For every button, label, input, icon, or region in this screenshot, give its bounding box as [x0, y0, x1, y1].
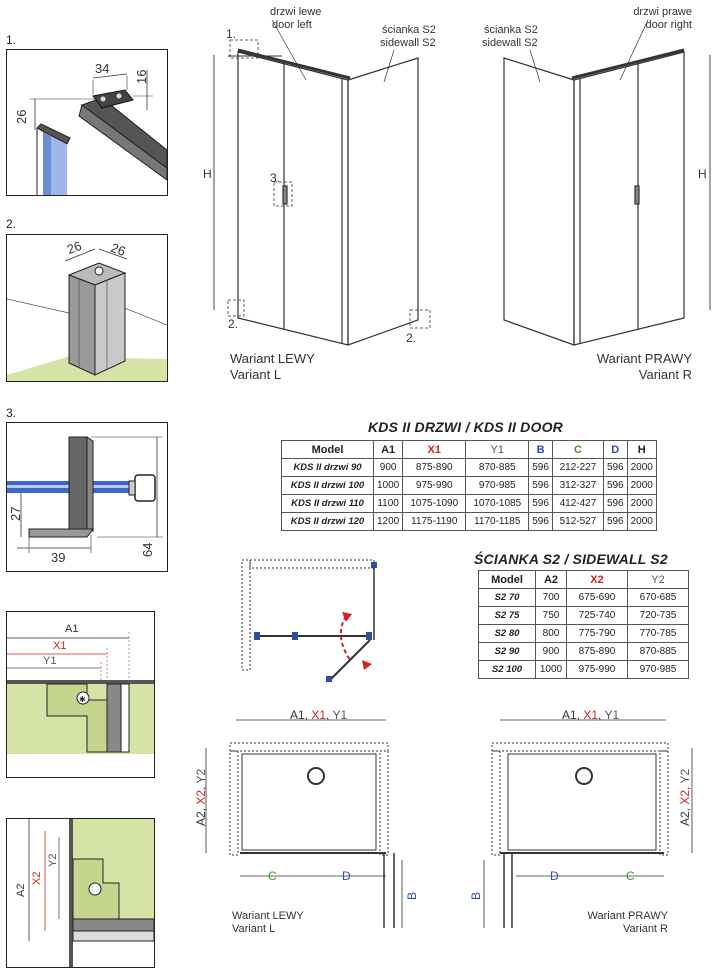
- plan-left-x1: X1: [311, 708, 327, 722]
- plan-detail-2-a2: A2: [15, 883, 27, 897]
- table2-header-row: [479, 571, 689, 589]
- plan-detail-2-panel: [6, 818, 155, 968]
- detail-2-dim-a: 26: [64, 237, 84, 258]
- plan-right-sep2: ,: [598, 708, 605, 722]
- detail-3-dim-64: 64: [140, 542, 155, 557]
- left-sidewall-label-en: sidewall S2: [380, 37, 436, 49]
- table-cell: 1170-1185: [466, 513, 529, 531]
- table-cell: 2000: [627, 513, 656, 531]
- plan-left-sep2: ,: [326, 708, 333, 722]
- plan-left-caption-pl: Wariant LEWY: [232, 910, 304, 922]
- detail-3-dim-39: 39: [51, 550, 66, 565]
- table-cell: 975-990: [403, 477, 466, 495]
- table-cell: 1175-1190: [403, 513, 466, 531]
- table2-title: ŚCIANKA S2 / SIDEWALL S2: [474, 551, 668, 567]
- table-row: [282, 459, 657, 477]
- table-cell: 596: [529, 459, 553, 477]
- plan-right-x2: X2: [678, 789, 692, 805]
- plan-left-caption-en: Variant L: [232, 923, 276, 935]
- table-cell: S2 75: [479, 607, 536, 625]
- plan-left-y2: Y2: [194, 768, 208, 784]
- table2-header: A2: [536, 571, 567, 589]
- plan-left-sep3: ,: [194, 804, 208, 812]
- table1-header: D: [603, 441, 627, 459]
- plan-left-b: B: [405, 891, 419, 900]
- table-row: [479, 607, 689, 625]
- detail-3-dim-27: 27: [8, 506, 23, 521]
- right-door-label-en: door right: [645, 19, 692, 31]
- table1-header: A1: [374, 441, 403, 459]
- plan-right-d: D: [550, 869, 559, 883]
- plan-right-top-dims: [562, 709, 619, 722]
- table-cell: KDS II drzwi 100: [282, 477, 374, 495]
- table-cell: 750: [536, 607, 567, 625]
- plan-left-c: C: [268, 869, 277, 883]
- plan-left-a2: A2: [194, 811, 208, 826]
- table1-header: X1: [403, 441, 466, 459]
- table-cell: 775-790: [567, 625, 628, 643]
- table-cell: 875-890: [403, 459, 466, 477]
- detail-3-panel: [6, 422, 168, 572]
- table2-header: Model: [479, 571, 536, 589]
- table-cell: 900: [374, 459, 403, 477]
- plan-left: [206, 720, 402, 928]
- table-cell: 870-885: [628, 643, 689, 661]
- left-sidewall-label-pl: ścianka S2: [382, 24, 436, 36]
- table-cell: 596: [603, 459, 627, 477]
- table-row: [479, 643, 689, 661]
- svg-text:✱: ✱: [79, 695, 86, 704]
- plan-detail-2-x2: X2: [31, 871, 43, 885]
- left-view-caption-pl: Wariant LEWY: [230, 351, 315, 366]
- table-cell: 1200: [374, 513, 403, 531]
- detail-1-dim-width: 34: [95, 61, 110, 76]
- left-view-caption-en: Variant L: [230, 367, 282, 382]
- table-cell: 700: [536, 589, 567, 607]
- table-cell: 596: [603, 513, 627, 531]
- plan-left-sep4: ,: [194, 783, 208, 790]
- plan-right-x1: X1: [583, 708, 599, 722]
- table-cell: KDS II drzwi 90: [282, 459, 374, 477]
- table1-header: C: [552, 441, 603, 459]
- plan-right-caption-en: Variant R: [622, 923, 668, 935]
- plan-left-a1: A1: [290, 708, 305, 722]
- detail-2-dim-b: 26: [108, 239, 128, 260]
- table-cell: 675-690: [567, 589, 628, 607]
- plan-right-caption-pl: Wariant PRAWY: [587, 910, 668, 922]
- left-door-label-pl: drzwi lewe: [270, 6, 322, 18]
- detail-2-panel: [6, 234, 168, 382]
- detail-2-drawing: [7, 235, 167, 381]
- left-callout-1: 1.: [226, 27, 237, 41]
- table-cell: KDS II drzwi 120: [282, 513, 374, 531]
- plan-right-c: C: [626, 869, 635, 883]
- table-cell: 512-527: [552, 513, 603, 531]
- table-cell: 212-227: [552, 459, 603, 477]
- table2-header: X2: [567, 571, 628, 589]
- right-sidewall-label-pl: ścianka S2: [484, 24, 538, 36]
- sidewall-spec-table: [478, 570, 689, 679]
- detail-1-dim-height: 16: [134, 69, 149, 84]
- table1-header-row: [282, 441, 657, 459]
- plan-detail-2-y2: Y2: [47, 853, 59, 867]
- table1-title: KDS II DRZWI / KDS II DOOR: [368, 419, 563, 435]
- table-row: [479, 661, 689, 679]
- table-cell: 670-685: [628, 589, 689, 607]
- table-cell: 596: [603, 495, 627, 513]
- detail-3-number: 3.: [6, 406, 17, 420]
- plan-left-x2: X2: [194, 789, 208, 805]
- table-cell: 596: [529, 513, 553, 531]
- table-cell: S2 90: [479, 643, 536, 661]
- table-cell: 2000: [627, 459, 656, 477]
- plan-left-sep1: ,: [304, 708, 312, 722]
- plan-left-y1: Y1: [332, 708, 348, 722]
- right-view-caption-pl: Wariant PRAWY: [596, 351, 692, 366]
- plan-right-sep4: ,: [678, 783, 692, 790]
- plan-left-d: D: [342, 869, 351, 883]
- table-cell: 870-885: [466, 459, 529, 477]
- table2-header: Y2: [628, 571, 689, 589]
- table-cell: 312-327: [552, 477, 603, 495]
- table-cell: 970-985: [628, 661, 689, 679]
- table-cell: 970-985: [466, 477, 529, 495]
- plan-detail-1-panel: [6, 611, 155, 778]
- plan-right-sep3: ,: [678, 804, 692, 812]
- plan-right-side-dims: [679, 769, 692, 826]
- table-cell: S2 80: [479, 625, 536, 643]
- table-cell: 770-785: [628, 625, 689, 643]
- left-callout-3: 3.: [270, 171, 281, 185]
- table-cell: 412-427: [552, 495, 603, 513]
- elevation-left: [214, 20, 430, 345]
- plan-right-b: B: [469, 891, 483, 900]
- table1-header: B: [529, 441, 553, 459]
- table-cell: 1070-1085: [466, 495, 529, 513]
- table-cell: 725-740: [567, 607, 628, 625]
- table1-header: Model: [282, 441, 374, 459]
- plan-detail-1-y1: Y1: [43, 655, 57, 667]
- table-cell: 800: [536, 625, 567, 643]
- right-sidewall-label-en: sidewall S2: [482, 37, 538, 49]
- table-cell: 596: [603, 477, 627, 495]
- left-callout-2b: 2.: [406, 331, 417, 345]
- right-view-caption-en: Variant R: [638, 367, 692, 382]
- plan-left-top-dims: [290, 709, 347, 722]
- detail-1-dim-left: 26: [14, 109, 29, 124]
- table-cell: 875-890: [567, 643, 628, 661]
- plan-right-a1: A1: [562, 708, 577, 722]
- plan-detail-1-x1: X1: [53, 640, 67, 652]
- plan-detail-1-a1: A1: [65, 623, 79, 635]
- table1-header: Y1: [466, 441, 529, 459]
- plan-right-sep1: ,: [576, 708, 584, 722]
- table-row: [479, 625, 689, 643]
- plan-right-a2: A2: [678, 811, 692, 826]
- door-swing-diagram: [242, 560, 377, 682]
- table-cell: 2000: [627, 477, 656, 495]
- table-cell: KDS II drzwi 110: [282, 495, 374, 513]
- table1-header: H: [627, 441, 656, 459]
- table-row: [479, 589, 689, 607]
- detail-1-panel: [6, 49, 168, 196]
- table-cell: 720-735: [628, 607, 689, 625]
- table-cell: S2 100: [479, 661, 536, 679]
- table-cell: 1100: [374, 495, 403, 513]
- left-callout-2a: 2.: [228, 317, 239, 331]
- plan-right-y2: Y2: [678, 768, 692, 784]
- plan-right: [484, 720, 692, 928]
- table-row: [282, 495, 657, 513]
- left-h-label: H: [203, 167, 212, 181]
- table-cell: S2 70: [479, 589, 536, 607]
- table-row: [282, 513, 657, 531]
- plan-right-y1: Y1: [604, 708, 620, 722]
- plan-detail-1-drawing: [7, 612, 154, 777]
- plan-detail-2-drawing: [7, 819, 154, 967]
- table-cell: 1000: [374, 477, 403, 495]
- table-cell: 1000: [536, 661, 567, 679]
- table-row: [282, 477, 657, 495]
- plan-left-side-dims: [195, 769, 208, 826]
- left-door-label-en: door left: [272, 19, 312, 31]
- table-cell: 596: [529, 477, 553, 495]
- door-spec-table: [281, 440, 657, 531]
- table-cell: 900: [536, 643, 567, 661]
- right-door-label-pl: drzwi prawe: [633, 6, 692, 18]
- table-cell: 2000: [627, 495, 656, 513]
- table-cell: 1075-1090: [403, 495, 466, 513]
- table-cell: 975-990: [567, 661, 628, 679]
- right-h-label: H: [698, 167, 707, 181]
- table-cell: 596: [529, 495, 553, 513]
- detail-2-number: 2.: [6, 217, 17, 231]
- detail-1-number: 1.: [6, 33, 17, 47]
- elevation-right: [504, 20, 710, 345]
